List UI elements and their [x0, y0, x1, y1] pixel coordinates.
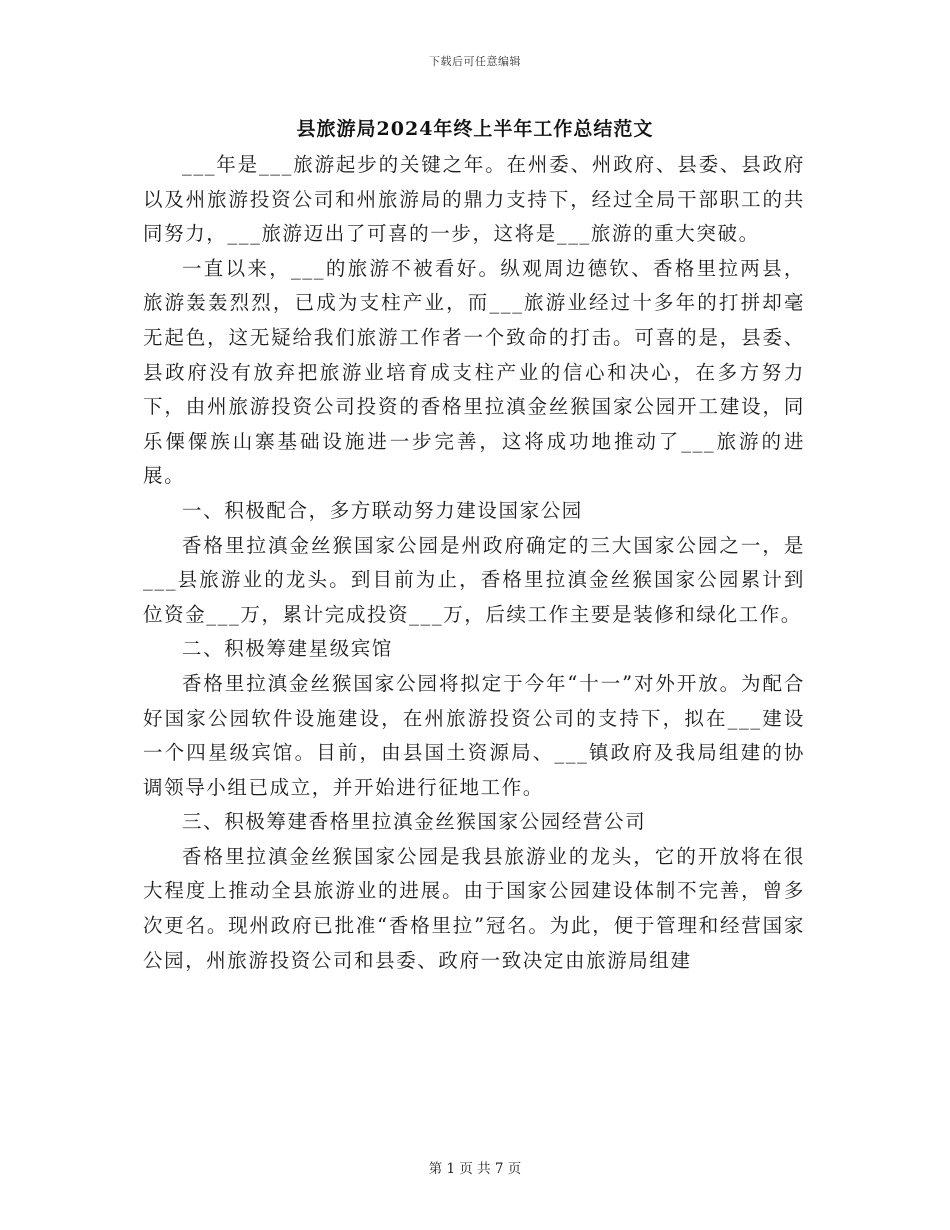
paragraph-intro: ___年是___旅游起步的关键之年。在州委、州政府、县委、县政府以及州旅游投资公司和州旅游局的鼎力支持下，经过全局干部职工的共同努力，___旅游迈出了可喜的一步，这将是___旅游的重大突破。	[143, 153, 805, 246]
paragraph-background: 一直以来，___的旅游不被看好。纵观周边德钦、香格里拉两县，旅游轰轰烈烈，已成为支柱产业，而___旅游业经过十多年的打拼却毫无起色，这无疑给我们旅游工作者一个致命的打击。可喜的是，县委、县政府没有放弃把旅游业培育成支柱产业的信心和决心，在多方努力下，由州旅游投资公司投资的香格里拉滇金丝猴国家公园开工建设，同乐傈僳族山寨基础设施进一步完善，这将成功地推动了___旅游的进展。	[143, 256, 805, 488]
page-header-note: 下载后可任意编辑	[429, 55, 521, 68]
section-heading-2: 二、积极筹建星级宾馆	[182, 637, 394, 661]
paragraph-section-1: 香格里拉滇金丝猴国家公园是州政府确定的三大国家公园之一，是___县旅游业的龙头。到目前为止，香格里拉滇金丝猴国家公园累计到位资金___万，累计完成投资___万，后续工作主要是装修和绿化工作。	[143, 533, 805, 626]
section-heading-1: 一、积极配合，多方联动努力建设国家公园	[182, 498, 583, 522]
document-body	[143, 148, 805, 978]
section-heading-3: 三、积极筹建香格里拉滇金丝猴国家公园经营公司	[182, 810, 647, 834]
paragraph-section-2: 香格里拉滇金丝猴国家公园将拟定于今年“十一”对外开放。为配合好国家公园软件设施建设，在州旅游投资公司的支持下，拟在___建设一个四星级宾馆。目前，由县国土资源局、___镇政府及我局组建的协调领导小组已成立，并开始进行征地工作。	[143, 671, 805, 799]
paragraph-section-3: 香格里拉滇金丝猴国家公园是我县旅游业的龙头，它的开放将在很大程度上推动全县旅游业的进展。由于国家公园建设体制不完善，曾多次更名。现州政府已批准“香格里拉”冠名。为此，便于管理和经营国家公园，州旅游投资公司和县委、政府一致决定由旅游局组建	[143, 844, 805, 972]
document-title: 县旅游局2024年终上半年工作总结范文	[296, 118, 654, 140]
page-number-footer: 第 1 页 共 7 页	[428, 1161, 522, 1177]
